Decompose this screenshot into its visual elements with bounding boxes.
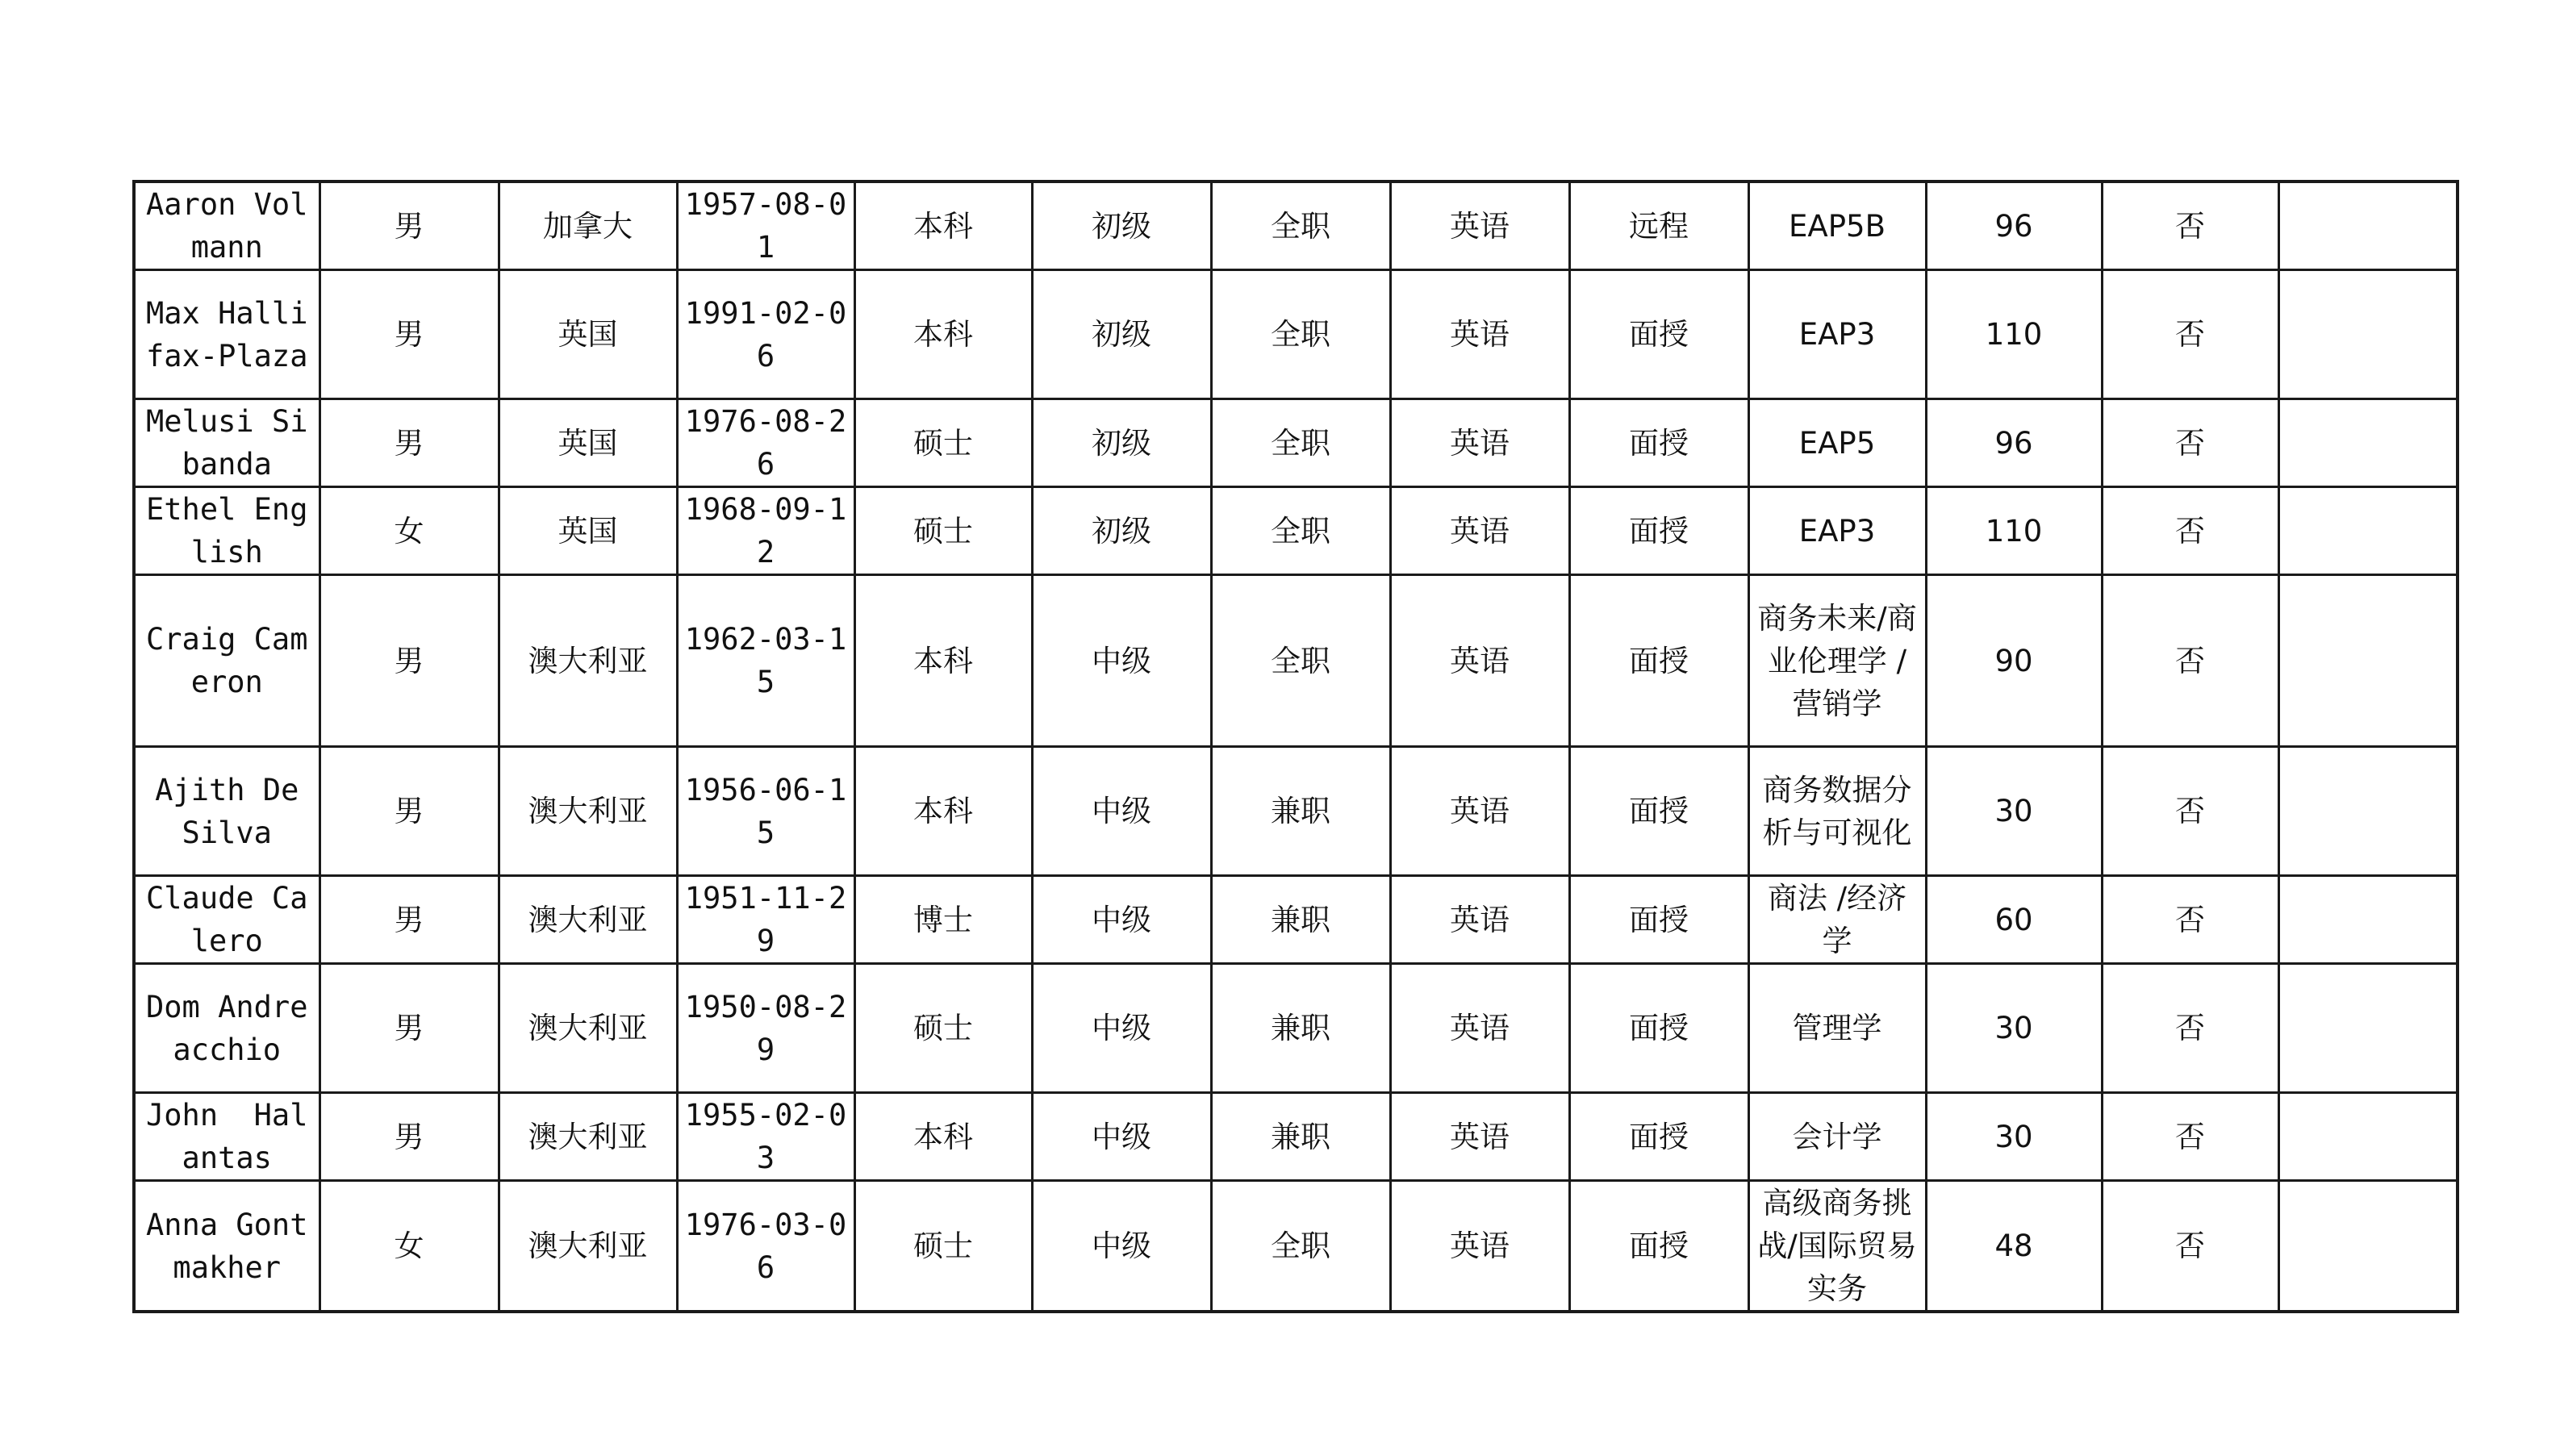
country-cell: 澳大利亚 — [499, 575, 677, 747]
birthdate-cell: 1976-03-06 — [677, 1181, 854, 1312]
hours-cell: 30 — [1926, 964, 2102, 1093]
mode-cell: 面授 — [1569, 487, 1748, 575]
title-cell: 中级 — [1032, 1093, 1211, 1181]
birthdate-cell: 1951-11-29 — [677, 876, 854, 964]
table-row — [134, 181, 2458, 270]
mode-cell: 面授 — [1569, 747, 1748, 876]
degree-cell: 硕士 — [854, 399, 1032, 487]
hours-cell: 110 — [1926, 487, 2102, 575]
course-cell: 会计学 — [1748, 1093, 1926, 1181]
gender-cell: 男 — [319, 270, 499, 399]
note-cell — [2278, 575, 2458, 747]
mode-cell: 面授 — [1569, 876, 1748, 964]
table-row — [134, 747, 2458, 876]
name-cell: Ethel English — [134, 487, 319, 575]
degree-cell: 本科 — [854, 270, 1032, 399]
mode-cell: 远程 — [1569, 181, 1748, 270]
name-cell: Aaron Volmann — [134, 181, 319, 270]
note-cell — [2278, 747, 2458, 876]
course-cell: EAP3 — [1748, 270, 1926, 399]
mode-cell: 面授 — [1569, 964, 1748, 1093]
course-cell: 商务未来/商业伦理学 /营销学 — [1748, 575, 1926, 747]
birthdate-cell: 1976-08-26 — [677, 399, 854, 487]
birthdate-cell: 1968-09-12 — [677, 487, 854, 575]
hours-cell: 90 — [1926, 575, 2102, 747]
name-cell: John Halantas — [134, 1093, 319, 1181]
language-cell: 英语 — [1390, 487, 1569, 575]
gender-cell: 男 — [319, 747, 499, 876]
title-cell: 初级 — [1032, 181, 1211, 270]
name-cell: Claude Calero — [134, 876, 319, 964]
mode-cell: 面授 — [1569, 575, 1748, 747]
table-row — [134, 487, 2458, 575]
country-cell: 英国 — [499, 487, 677, 575]
gender-cell: 女 — [319, 487, 499, 575]
name-cell: Max Hallifax-Plaza — [134, 270, 319, 399]
degree-cell: 硕士 — [854, 1181, 1032, 1312]
mode-cell: 面授 — [1569, 399, 1748, 487]
table-row — [134, 399, 2458, 487]
table-row — [134, 876, 2458, 964]
birthdate-cell: 1956-06-15 — [677, 747, 854, 876]
gender-cell: 男 — [319, 399, 499, 487]
flag-cell: 否 — [2102, 1093, 2278, 1181]
language-cell: 英语 — [1390, 1181, 1569, 1312]
language-cell: 英语 — [1390, 876, 1569, 964]
country-cell: 澳大利亚 — [499, 1093, 677, 1181]
course-cell: 高级商务挑战/国际贸易实务 — [1748, 1181, 1926, 1312]
degree-cell: 本科 — [854, 747, 1032, 876]
flag-cell: 否 — [2102, 487, 2278, 575]
note-cell — [2278, 876, 2458, 964]
country-cell: 澳大利亚 — [499, 747, 677, 876]
degree-cell: 博士 — [854, 876, 1032, 964]
language-cell: 英语 — [1390, 270, 1569, 399]
employment-cell: 全职 — [1211, 181, 1390, 270]
employment-cell: 全职 — [1211, 575, 1390, 747]
course-cell: 商务数据分析与可视化 — [1748, 747, 1926, 876]
title-cell: 初级 — [1032, 487, 1211, 575]
country-cell: 加拿大 — [499, 181, 677, 270]
degree-cell: 硕士 — [854, 487, 1032, 575]
country-cell: 澳大利亚 — [499, 1181, 677, 1312]
gender-cell: 女 — [319, 1181, 499, 1312]
flag-cell: 否 — [2102, 399, 2278, 487]
course-cell: EAP5 — [1748, 399, 1926, 487]
mode-cell: 面授 — [1569, 1093, 1748, 1181]
course-cell: 管理学 — [1748, 964, 1926, 1093]
hours-cell: 60 — [1926, 876, 2102, 964]
course-cell: EAP3 — [1748, 487, 1926, 575]
table-row — [134, 1093, 2458, 1181]
flag-cell: 否 — [2102, 1181, 2278, 1312]
country-cell: 英国 — [499, 399, 677, 487]
flag-cell: 否 — [2102, 964, 2278, 1093]
teacher-table — [132, 180, 2459, 1313]
name-cell: Ajith De Silva — [134, 747, 319, 876]
gender-cell: 男 — [319, 181, 499, 270]
employment-cell: 兼职 — [1211, 964, 1390, 1093]
flag-cell: 否 — [2102, 747, 2278, 876]
degree-cell: 硕士 — [854, 964, 1032, 1093]
hours-cell: 110 — [1926, 270, 2102, 399]
employment-cell: 兼职 — [1211, 1093, 1390, 1181]
employment-cell: 兼职 — [1211, 876, 1390, 964]
gender-cell: 男 — [319, 575, 499, 747]
mode-cell: 面授 — [1569, 270, 1748, 399]
note-cell — [2278, 487, 2458, 575]
employment-cell: 全职 — [1211, 270, 1390, 399]
name-cell: Dom Andreacchio — [134, 964, 319, 1093]
degree-cell: 本科 — [854, 575, 1032, 747]
birthdate-cell: 1950-08-29 — [677, 964, 854, 1093]
gender-cell: 男 — [319, 1093, 499, 1181]
gender-cell: 男 — [319, 876, 499, 964]
title-cell: 中级 — [1032, 1181, 1211, 1312]
flag-cell: 否 — [2102, 876, 2278, 964]
birthdate-cell: 1991-02-06 — [677, 270, 854, 399]
note-cell — [2278, 270, 2458, 399]
country-cell: 澳大利亚 — [499, 964, 677, 1093]
flag-cell: 否 — [2102, 181, 2278, 270]
note-cell — [2278, 181, 2458, 270]
language-cell: 英语 — [1390, 747, 1569, 876]
note-cell — [2278, 1093, 2458, 1181]
language-cell: 英语 — [1390, 964, 1569, 1093]
gender-cell: 男 — [319, 964, 499, 1093]
hours-cell: 48 — [1926, 1181, 2102, 1312]
country-cell: 澳大利亚 — [499, 876, 677, 964]
title-cell: 中级 — [1032, 876, 1211, 964]
employment-cell: 兼职 — [1211, 747, 1390, 876]
hours-cell: 96 — [1926, 399, 2102, 487]
table-row — [134, 964, 2458, 1093]
title-cell: 中级 — [1032, 964, 1211, 1093]
country-cell: 英国 — [499, 270, 677, 399]
table-row — [134, 575, 2458, 747]
hours-cell: 30 — [1926, 1093, 2102, 1181]
note-cell — [2278, 399, 2458, 487]
course-cell: 商法 /经济学 — [1748, 876, 1926, 964]
hours-cell: 96 — [1926, 181, 2102, 270]
title-cell: 中级 — [1032, 575, 1211, 747]
course-cell: EAP5B — [1748, 181, 1926, 270]
flag-cell: 否 — [2102, 270, 2278, 399]
employment-cell: 全职 — [1211, 487, 1390, 575]
hours-cell: 30 — [1926, 747, 2102, 876]
employment-cell: 全职 — [1211, 399, 1390, 487]
language-cell: 英语 — [1390, 575, 1569, 747]
table-row — [134, 270, 2458, 399]
name-cell: Craig Cameron — [134, 575, 319, 747]
title-cell: 初级 — [1032, 270, 1211, 399]
name-cell: Melusi Sibanda — [134, 399, 319, 487]
title-cell: 初级 — [1032, 399, 1211, 487]
birthdate-cell: 1957-08-01 — [677, 181, 854, 270]
note-cell — [2278, 1181, 2458, 1312]
degree-cell: 本科 — [854, 1093, 1032, 1181]
language-cell: 英语 — [1390, 181, 1569, 270]
birthdate-cell: 1955-02-03 — [677, 1093, 854, 1181]
note-cell — [2278, 964, 2458, 1093]
table-row — [134, 1181, 2458, 1312]
language-cell: 英语 — [1390, 1093, 1569, 1181]
employment-cell: 全职 — [1211, 1181, 1390, 1312]
birthdate-cell: 1962-03-15 — [677, 575, 854, 747]
language-cell: 英语 — [1390, 399, 1569, 487]
mode-cell: 面授 — [1569, 1181, 1748, 1312]
flag-cell: 否 — [2102, 575, 2278, 747]
name-cell: Anna Gontmakher — [134, 1181, 319, 1312]
degree-cell: 本科 — [854, 181, 1032, 270]
title-cell: 中级 — [1032, 747, 1211, 876]
